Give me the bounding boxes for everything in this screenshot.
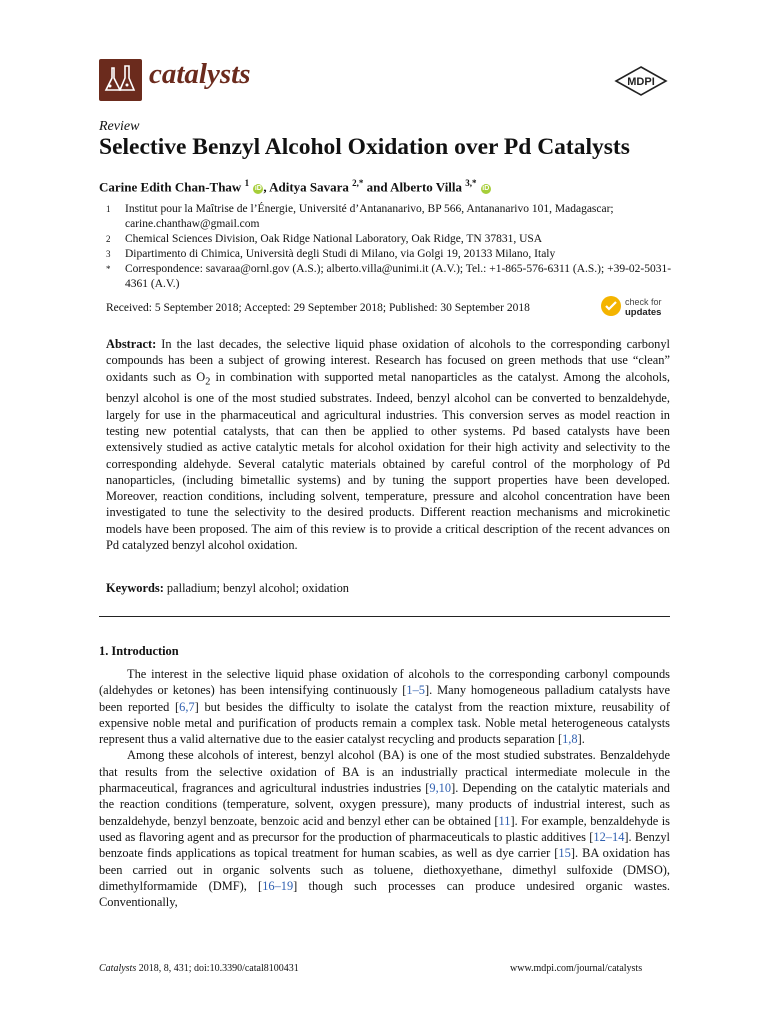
check-for-updates-button[interactable] <box>601 296 671 320</box>
affiliation-text: Correspondence: savaraa@ornl.gov (A.S.); alberto.villa@unimi.it (A.V.); Tel.: +1-865-576-6311 (A.S.); +39-02-5031-4361 (A.V.) <box>125 263 672 290</box>
keywords-label: Keywords: <box>106 581 164 595</box>
section-title: 1. Introduction <box>99 644 179 658</box>
divider <box>99 616 670 617</box>
footer-url-link[interactable]: www.mdpi.com/journal/catalysts <box>510 963 643 974</box>
author-sup: 2,* <box>352 178 364 188</box>
page-title: Selective Benzyl Alcohol Oxidation over Pd Catalysts <box>99 134 630 160</box>
citation-link[interactable]: 9,10 <box>429 781 452 796</box>
paragraph-text: Among these alcohols of interest, benzyl alcohol (BA) is one of the most studied substrates. Benzaldehyde that results from the selective oxidation of BA is an industrially practical intermediate molecule in the pharmaceutical, fragrances and agricultural industries industries [ <box>99 748 670 796</box>
abstract-label: Abstract: <box>106 337 157 351</box>
author-sup: 1 <box>244 178 250 188</box>
author-list <box>99 178 491 195</box>
keywords <box>106 581 349 596</box>
abstract-text: In the last decades, the selective liquid phase oxidation of alcohols to the corresponding carbonyl compounds has been a subject of growing interest. Research has focused on green methods that use “clean” oxidants such as O <box>106 337 670 384</box>
author-separator: , <box>263 179 270 195</box>
publication-dates: Received: 5 September 2018; Accepted: 29 September 2018; Published: 30 September 2018 <box>106 302 530 314</box>
paragraph-text: ]. <box>577 732 585 747</box>
mdpi-logo[interactable] <box>613 66 669 96</box>
author-name: Alberto Villa <box>390 179 463 195</box>
paragraph-text: ]. Depending on the catalytic materials and the reaction conditions (temperature, solvent, oxygen pressure), many products of industrial interest, such as benzaldehyde, benzyl benzoate, benzoic acid and benzyl ether can be obtained [ <box>99 781 670 828</box>
citation-link[interactable]: 15 <box>558 846 571 861</box>
paragraph-text: ] but besides the difficulty to isolate the catalyst from the reaction mixture, reusability of expensive noble metal and purification of products remain a complex task. Noble metal heterogeneous catalysts represent thus a valid alternative due to the easier catalyst recycling and products separation [ <box>99 699 671 747</box>
affiliation-number: 3 <box>106 249 111 259</box>
paragraph-text: ] though such processes can produce undesired organic wastes. Conventionally, <box>99 878 670 910</box>
paragraph-text: ]. Benzyl benzoate finds applications as topical treatment for human scabies, as well as dye carrier [ <box>99 829 670 861</box>
check-updates-icon <box>601 296 621 316</box>
paragraph-text: The interest in the selective liquid phase oxidation of alcohols to the corresponding carbonyl compounds (aldehydes or ketones) has been intensifying continuously [ <box>99 667 670 698</box>
author-sup: 3,* <box>465 178 477 188</box>
affiliation-number: 2 <box>106 234 111 244</box>
footer-journal: Catalysts <box>99 963 137 974</box>
author-separator: and <box>363 179 391 195</box>
author-name: Aditya Savara <box>269 179 349 195</box>
footer-citation <box>99 963 299 974</box>
paragraph <box>99 666 670 747</box>
paragraph-text: ]. BA oxidation has been carried out in organic solvents such as toluene, diethoxyethane, dimethyl sulfoxide (DMSO), dimethylformamide (DMF), [ <box>99 846 671 893</box>
article-type: Review <box>99 119 140 134</box>
check-updates-label: check for <box>625 297 662 307</box>
paragraph-text: ]. Many homogeneous palladium catalysts have been reported [ <box>99 683 670 714</box>
footer-citation-text: 2018, 8, 431; doi:10.3390/catal8100431 <box>136 963 299 974</box>
citation-link[interactable]: 12–14 <box>593 829 625 844</box>
affiliation-number: 1 <box>106 204 111 214</box>
citation-link[interactable]: 1,8 <box>562 732 578 747</box>
affiliation-text: Dipartimento di Chimica, Università degli Studi di Milano, via Golgi 19, 20133 Milano, Italy <box>125 248 556 260</box>
affiliation-text: Institut pour la Maîtrise de l’Énergie, Université d’Antananarivo, BP 566, Antananarivo 101, Madagascar; carine.chanthaw@gmail.com <box>125 203 614 230</box>
affiliation-text: Chemical Sciences Division, Oak Ridge National Laboratory, Oak Ridge, TN 37831, USA <box>125 233 543 245</box>
journal-logo-icon <box>99 59 142 101</box>
author-name: Carine Edith Chan-Thaw <box>99 179 242 195</box>
body-text <box>99 666 670 910</box>
keywords-text: palladium; benzyl alcohol; oxidation <box>163 581 349 595</box>
mdpi-logo-text: MDPI <box>627 76 655 88</box>
affiliation-number: * <box>106 264 111 274</box>
abstract-text: in combination with supported metal nanoparticles as the catalyst. Among the alcohols, benzyl alcohol is one of the most studied substrates. Indeed, benzyl alcohol can be converted to benzaldehyde, largely for use in the pharmaceutical and agricultural industries. This conversion serves as model reaction in testing new potential catalysts, that can then be applied to other systems. Pd based catalysts have been extensively studied as active catalytic metals for alcohol oxidation for their high activity and selectivity to the corresponding aldehyde. Several catalytic materials obtained by careful control of the morphology of Pd nanoparticles, (including bimetallic systems) and by tuning the support properties have been developed. Moreover, reaction conditions, including solvent, temperature, pressure and alcohol concentration have been investigated to tune the selectivity to the desired products. Different reaction mechanisms and microkinetic models have been proposed. The aim of this review is to provide a critical description of the recent advances on Pd catalyzed benzyl alcohol oxidation. <box>106 369 670 553</box>
paragraph <box>99 747 670 910</box>
orcid-icon[interactable]: iD <box>254 185 262 193</box>
citation-link[interactable]: 16–19 <box>262 878 294 893</box>
citation-link[interactable]: 11 <box>498 813 511 828</box>
citation-link[interactable]: 6,7 <box>179 699 195 714</box>
journal-name: catalysts <box>149 58 251 90</box>
check-updates-label-bold: updates <box>625 307 662 318</box>
abstract-subscript: 2 <box>205 376 211 388</box>
abstract <box>106 336 670 553</box>
citation-link[interactable]: 1–5 <box>406 683 425 698</box>
orcid-icon[interactable]: iD <box>482 185 490 193</box>
paragraph-text: ]. For example, benzaldehyde is used as flavoring agent and as precursor for the production of pharmaceuticals to plastic additives [ <box>99 813 670 844</box>
